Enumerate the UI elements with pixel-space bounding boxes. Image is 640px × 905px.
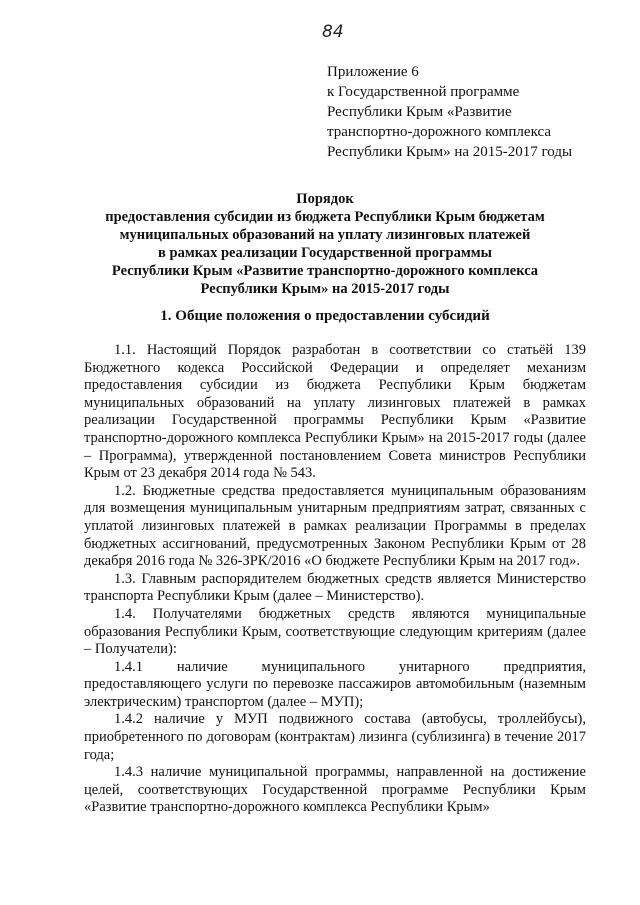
paragraph-1-3: 1.3. Главным распорядителем бюджетных средств является Министерство транспорта Республики Крым (далее – Министерство). [84, 570, 586, 605]
title-line: предоставления субсидии из бюджета Республики Крым бюджетам [105, 209, 545, 225]
title-line: Республики Крым «Развитие транспортно-дорожного комплекса [111, 263, 539, 279]
paragraph-1-4-2: 1.4.2 наличие у МУП подвижного состава (автобусы, троллейбусы), приобретенного по договорам (контрактам) лизинга (сублизинга) в течение 2017 года; [84, 711, 586, 763]
appendix-line: Республики Крым» на 2015-2017 годы [327, 144, 573, 160]
paragraph-1-2: 1.2. Бюджетные средства предоставляется муниципальным образованиям для возмещения муниципальным унитарным предприятиям затрат, связанных с уплатой лизинговых платежей в рамках реализации Программы в пределах бюджетных ассигнований, предусмотренных Законом Республики Крым от 28 декабря 2016 года № 326-ЗРК/2016 «О бюджете Республики Крым на 2017 год». [84, 482, 586, 570]
title-line: муниципальных образований на уплату лизинговых платежей [119, 227, 531, 243]
paragraph-1-4-1: 1.4.1 наличие муниципального унитарного предприятия, предоставляющего услуги по перевозке пассажиров автомобильным (наземным электрическим) транспортом (далее – МУП); [84, 658, 586, 710]
section-body [84, 342, 586, 817]
appendix-line: Республики Крым «Развитие [327, 104, 512, 120]
appendix-line: Приложение 6 [327, 64, 419, 80]
appendix-line: транспортно-дорожного комплекса [327, 124, 551, 140]
title-line: в рамках реализации Государственной программы [158, 245, 492, 261]
appendix-line: к Государственной программе [327, 84, 520, 100]
paragraph-1-4: 1.4. Получателями бюджетных средств являются муниципальные образования Республики Крым, соответствующие следующим критериям (далее – Получатели): [84, 605, 586, 658]
paragraph-1-4-3: 1.4.3 наличие муниципальной программы, направленной на достижение целей, соответствующих Государственной программе Республики Крым «Развитие транспортно-дорожного комплекса Республики Крым» [84, 764, 586, 816]
section-heading: 1. Общие положения о предоставлении субсидий [160, 308, 490, 324]
title-line: Порядок [296, 191, 354, 207]
paragraph-1-1: 1.1. Настоящий Порядок разработан в соответствии со статьёй 139 Бюджетного кодекса Российской Федерации и определяет механизм предоставления субсидии из бюджета Республики Крым бюджетам муниципальных образований на уплату лизинговых платежей в рамках реализации Государственной программы Республики Крым «Развитие транспортно-дорожного комплекса Республики Крым» на 2015-2017 годы (далее – Программа), утвержденной постановлением Совета министров Республики Крым от 23 декабря 2014 года № 543. [84, 342, 586, 482]
document-title [80, 190, 570, 298]
title-line: Республики Крым» на 2015-2017 годы [200, 281, 450, 297]
page-number: 84 [322, 22, 344, 42]
appendix-header [327, 62, 572, 162]
